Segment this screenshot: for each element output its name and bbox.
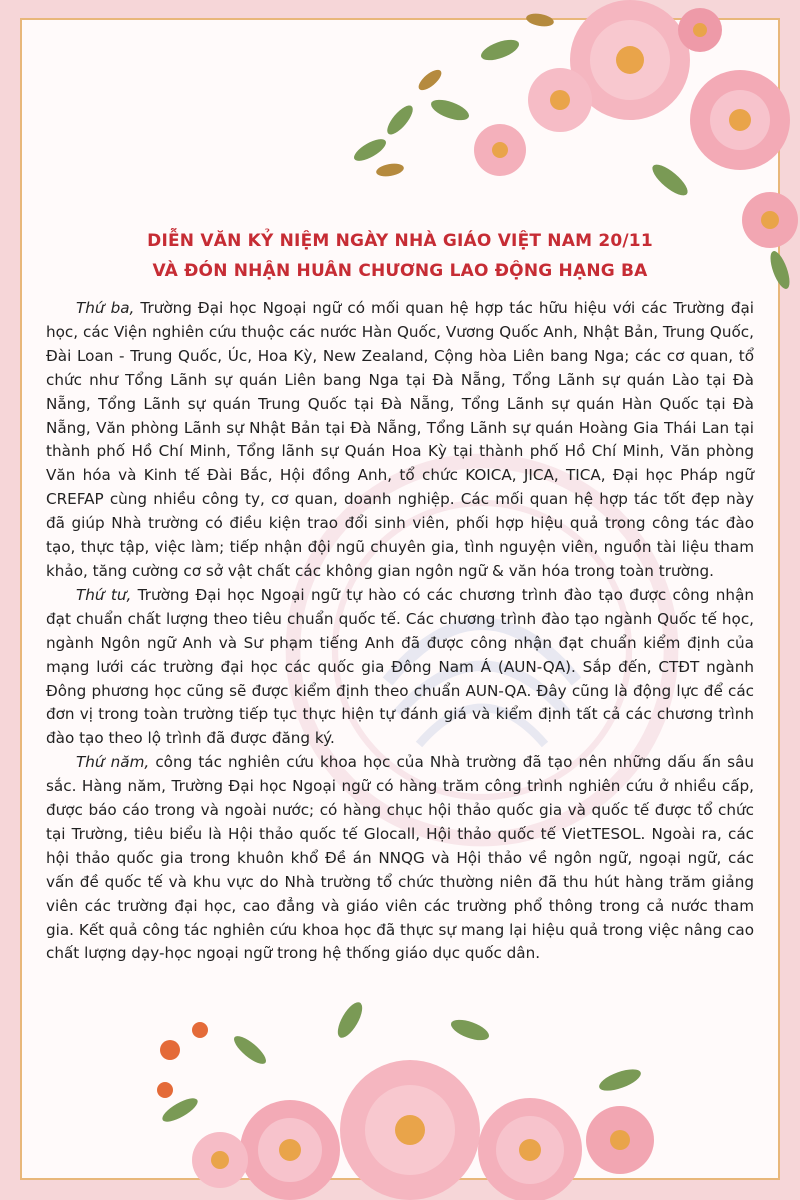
document-title bbox=[40, 226, 760, 286]
paragraph-lead: Thứ ba, bbox=[76, 299, 135, 317]
paragraph-text: Trường Đại học Ngoại ngữ có mối quan hệ hợp tác hữu hiệu với các Trường đại học, các Viện nghiên cứu thuộc các nước Hàn Quốc, Vương Quốc Anh, Nhật Bản, Trung Quốc, Đài Loan - Trung Quốc, Úc, Hoa Kỳ, New Zealand, Cộng hòa Liên bang Nga; các cơ quan, tổ chức như Tổng Lãnh sự quán Liên bang Nga tại Đà Nẵng, Tổng Lãnh sự quán Lào tại Đà Nẵng, Tổng Lãnh sự quán Trung Quốc tại Đà Nẵng, Tổng Lãnh sự quán Hàn Quốc tại Đà Nẵng, Văn phòng Lãnh sự Nhật Bản tại Đà Nẵng, Tổng Lãnh sự quán Hoàng Gia Thái Lan tại thành phố Hồ Chí Minh, Tổng lãnh sự Quán Hoa Kỳ tại thành phố Hồ Chí Minh, Văn phòng Văn hóa và Kinh tế Đài Bắc, Hội đồng Anh, tổ chức KOICA, JICA, TICA, Đại học Pháp ngữ CREFAP cùng nhiều công ty, cơ quan, doanh nghiệp. Các mối quan hệ hợp tác tốt đẹp này đã giúp Nhà trường có điều kiện trao đổi sinh viên, phối hợp hiệu quả trong công tác đào tạo, thực tập, việc làm; tiếp nhận đội ngũ chuyên gia, tình nguyện viên, nguồn tài liệu tham khảo, tăng cường cơ sở vật chất các không gian ngôn ngữ & văn hóa trong toàn trường. bbox=[46, 299, 754, 580]
document-body bbox=[46, 297, 754, 966]
title-line-2: VÀ ĐÓN NHẬN HUÂN CHƯƠNG LAO ĐỘNG HẠNG BA bbox=[152, 261, 648, 281]
paragraph-text: công tác nghiên cứu khoa học của Nhà trường đã tạo nên những dấu ấn sâu sắc. Hàng năm, Trường Đại học Ngoại ngữ có hàng trăm công trình nghiên cứu ở nhiều cấp, được báo cáo trong và ngoài nước; có hàng chục hội thảo quốc gia và quốc tế được tổ chức tại Trường, tiêu biểu là Hội thảo quốc tế Glocall, Hội thảo quốc tế VietTESOL. Ngoài ra, các hội thảo quốc gia trong khuôn khổ Đề án NNQG và Hội thảo về ngôn ngữ, ngoại ngữ, các vấn đề quốc tế và khu vực do Nhà trường tổ chức thường niên đã thu hút hàng trăm giảng viên các trường đại học, cao đẳng và giáo viên các trường phổ thông trong cả nước tham gia. Kết quả công tác nghiên cứu khoa học đã thực sự mang lại hiệu quả trong việc nâng cao chất lượng dạy-học ngoại ngữ trong hệ thống giáo dục quốc dân. bbox=[46, 753, 754, 963]
paragraph-fourth bbox=[46, 584, 754, 751]
paragraph-fifth bbox=[46, 751, 754, 966]
title-line-1: DIỄN VĂN KỶ NIỆM NGÀY NHÀ GIÁO VIỆT NAM 20/11 bbox=[147, 231, 653, 251]
paragraph-third bbox=[46, 297, 754, 584]
paragraph-lead: Thứ năm, bbox=[76, 753, 150, 772]
paragraph-text: Trường Đại học Ngoại ngữ tự hào có các chương trình đào tạo được công nhận đạt chuẩn chất lượng theo tiêu chuẩn quốc tế. Các chương trình đào tạo ngành Quốc tế học, ngành Ngôn ngữ Anh và Sư phạm tiếng Anh đã được công nhận đạt chuẩn kiểm định của mạng lưới các trường đại học các quốc gia Đông Nam Á (AUN-QA). Sắp đến, CTĐT ngành Đông phương học cũng sẽ được kiểm định theo chuẩn AUN-QA. Đây cũng là động lực để các đơn vị trong toàn trường tiếp tục thực hiện tự đánh giá và kiểm định tất cả các chương trình đào tạo theo lộ trình đã được đăng ký. bbox=[46, 585, 754, 748]
paragraph-lead: Thứ tư, bbox=[76, 585, 132, 604]
